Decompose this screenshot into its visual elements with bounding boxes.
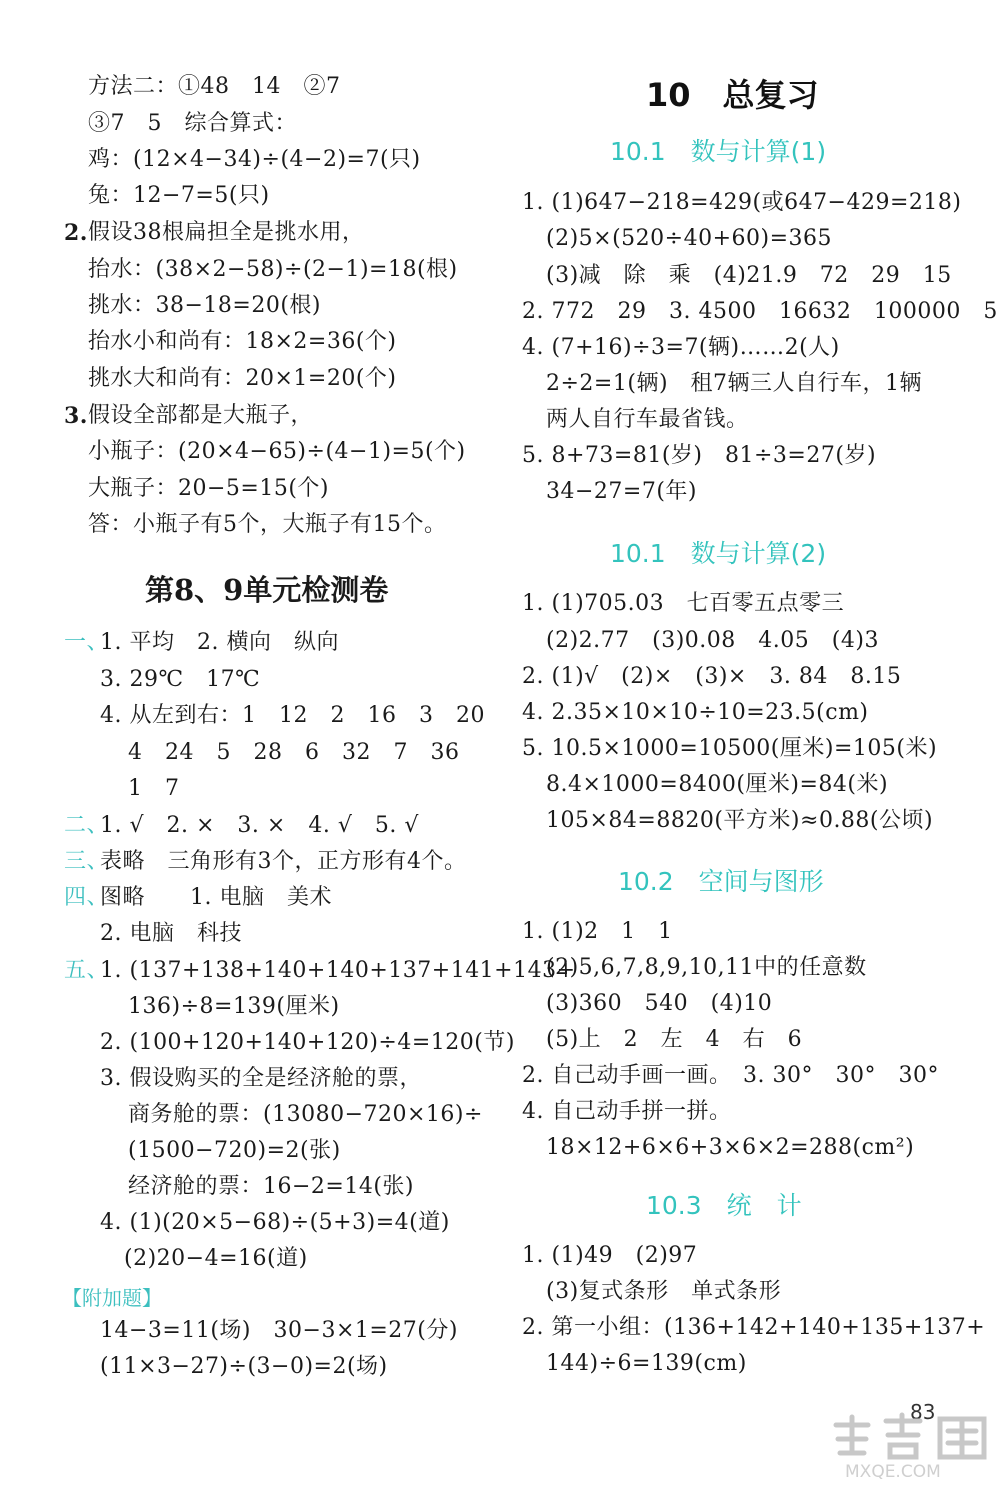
section-title: 10.2 空间与图形 xyxy=(618,867,824,896)
text-line: 商务舱的票：(13080−720×16)÷ xyxy=(128,1102,483,1127)
text-line: (2)20−4=16(道) xyxy=(124,1246,308,1271)
text-line: 5. 10.5×1000=10500(厘米)=105(米) xyxy=(522,736,938,761)
part-label: 一、 xyxy=(64,630,110,655)
question-number: 2. xyxy=(64,220,88,246)
text-line: 抬水小和尚有：18×2=36(个) xyxy=(88,329,397,354)
text-line: 1. (1)705.03 七百零五点零三 xyxy=(522,591,845,616)
text-line: (1500−720)=2(张) xyxy=(128,1138,341,1163)
text-line: 2. 772 29 3. 4500 16632 100000 5 xyxy=(522,299,998,324)
text-line: 3. 假设购买的全是经济舱的票， xyxy=(100,1066,422,1091)
text-line: 5. 8+73=81(岁) 81÷3=27(岁) xyxy=(522,443,877,468)
text-line: 3. 29℃ 17℃ xyxy=(100,667,261,692)
text-line: 假设全部都是大瓶子， xyxy=(88,403,314,428)
text-line: 1 7 xyxy=(128,776,180,801)
bonus-label: 【附加题】 xyxy=(62,1286,162,1310)
text-line: 136)÷8=139(厘米) xyxy=(128,994,340,1019)
text-line: 两人自行车最省钱。 xyxy=(546,407,749,432)
text-line: 挑水大和尚有：20×1=20(个) xyxy=(88,366,397,391)
text-line: 大瓶子：20−5=15(个) xyxy=(88,476,330,501)
text-line: 经济舱的票：16−2=14(张) xyxy=(128,1174,415,1199)
text-line: 34−27=7(年) xyxy=(546,479,698,504)
text-line: ③7 5 综合算式： xyxy=(88,111,297,136)
text-line: 图略 1. 电脑 美术 xyxy=(100,885,332,910)
text-line: 144)÷6=139(cm) xyxy=(546,1351,747,1376)
text-line: 答：小瓶子有5个，大瓶子有15个。 xyxy=(88,512,447,537)
text-line: 挑水：38−18=20(根) xyxy=(88,293,322,318)
text-line: 1. (137+138+140+140+137+141+143+ xyxy=(100,958,576,983)
question-number: 3. xyxy=(64,403,88,429)
text-line: 2. 自己动手画一画。 3. 30° 30° 30° xyxy=(522,1063,939,1088)
text-line: 1. √ 2. × 3. × 4. √ 5. √ xyxy=(100,813,419,838)
chapter-title: 10 总复习 xyxy=(646,76,819,114)
text-line: (2)5,6,7,8,9,10,11中的任意数 xyxy=(546,955,867,980)
text-line: 小瓶子：(20×4−65)÷(4−1)=5(个) xyxy=(88,439,466,464)
text-line: 105×84=8820(平方米)≈0.88(公顷) xyxy=(546,808,934,833)
text-line: (3)复式条形 单式条形 xyxy=(546,1279,782,1304)
unit-test-title: 第8、9单元检测卷 xyxy=(145,573,389,607)
text-line: 18×12+6×6+3×6×2=288(cm²) xyxy=(546,1135,915,1160)
text-line: 8.4×1000=8400(厘米)=84(米) xyxy=(546,772,889,797)
text-line: (3)360 540 (4)10 xyxy=(546,991,773,1016)
part-label: 五、 xyxy=(64,958,110,983)
section-title: 10.3 统 计 xyxy=(646,1191,802,1220)
text-line: 鸡：(12×4−34)÷(4−2)=7(只) xyxy=(88,147,421,172)
text-line: 4 24 5 28 6 32 7 36 xyxy=(128,740,460,765)
text-line: 4. (1)(20×5−68)÷(5+3)=4(道) xyxy=(100,1210,450,1235)
text-line: 2. 电脑 科技 xyxy=(100,921,242,946)
text-line: 14−3=11(场) 30−3×1=27(分) xyxy=(100,1318,458,1343)
text-line: 2÷2=1(辆) 租7辆三人自行车，1辆 xyxy=(546,371,923,396)
text-line: 4. 从左到右：1 12 2 16 3 20 xyxy=(100,703,485,728)
section-title: 10.1 数与计算(1) xyxy=(610,137,827,166)
text-line: 兔：12−7=5(只) xyxy=(88,183,270,208)
watermark-url: MXQE.COM xyxy=(845,1462,941,1482)
text-line: 2. 第一小组：(136+142+140+135+137+ xyxy=(522,1315,986,1340)
text-line: 4. (7+16)÷3=7(辆)……2(人) xyxy=(522,335,840,360)
text-line: 2. (100+120+140+120)÷4=120(节) xyxy=(100,1030,515,1055)
page-number: 83 xyxy=(910,1400,936,1424)
text-line: 1. (1)647−218=429(或647−429=218) xyxy=(522,190,962,215)
part-label: 二、 xyxy=(64,813,110,838)
text-line: (2)2.77 (3)0.08 4.05 (4)3 xyxy=(546,628,879,653)
text-line: 4. 自己动手拼一拼。 xyxy=(522,1099,732,1124)
text-line: (11×3−27)÷(3−0)=2(场) xyxy=(100,1354,388,1379)
text-line: (5)上 2 左 4 右 6 xyxy=(546,1027,803,1052)
text-line: 2. (1)√ (2)× (3)× 3. 84 8.15 xyxy=(522,664,902,689)
part-label: 四、 xyxy=(64,885,110,910)
text-line: 1. (1)49 (2)97 xyxy=(522,1243,698,1268)
text-line: 假设38根扁担全是挑水用， xyxy=(88,220,365,245)
part-label: 三、 xyxy=(64,849,110,874)
text-line: 方法二：①48 14 ②7 xyxy=(88,74,341,99)
text-line: (3)减 除 乘 (4)21.9 72 29 15 xyxy=(546,263,952,288)
text-line: (2)5×(520÷40+60)=365 xyxy=(546,226,833,251)
text-line: 1. (1)2 1 1 xyxy=(522,919,673,944)
text-line: 4. 2.35×10×10÷10=23.5(cm) xyxy=(522,700,869,725)
text-line: 1. 平均 2. 横向 纵向 xyxy=(100,630,339,655)
text-line: 抬水：(38×2−58)÷(2−1)=18(根) xyxy=(88,257,458,282)
text-line: 表略 三角形有3个，正方形有4个。 xyxy=(100,849,467,874)
section-title: 10.1 数与计算(2) xyxy=(610,539,827,568)
